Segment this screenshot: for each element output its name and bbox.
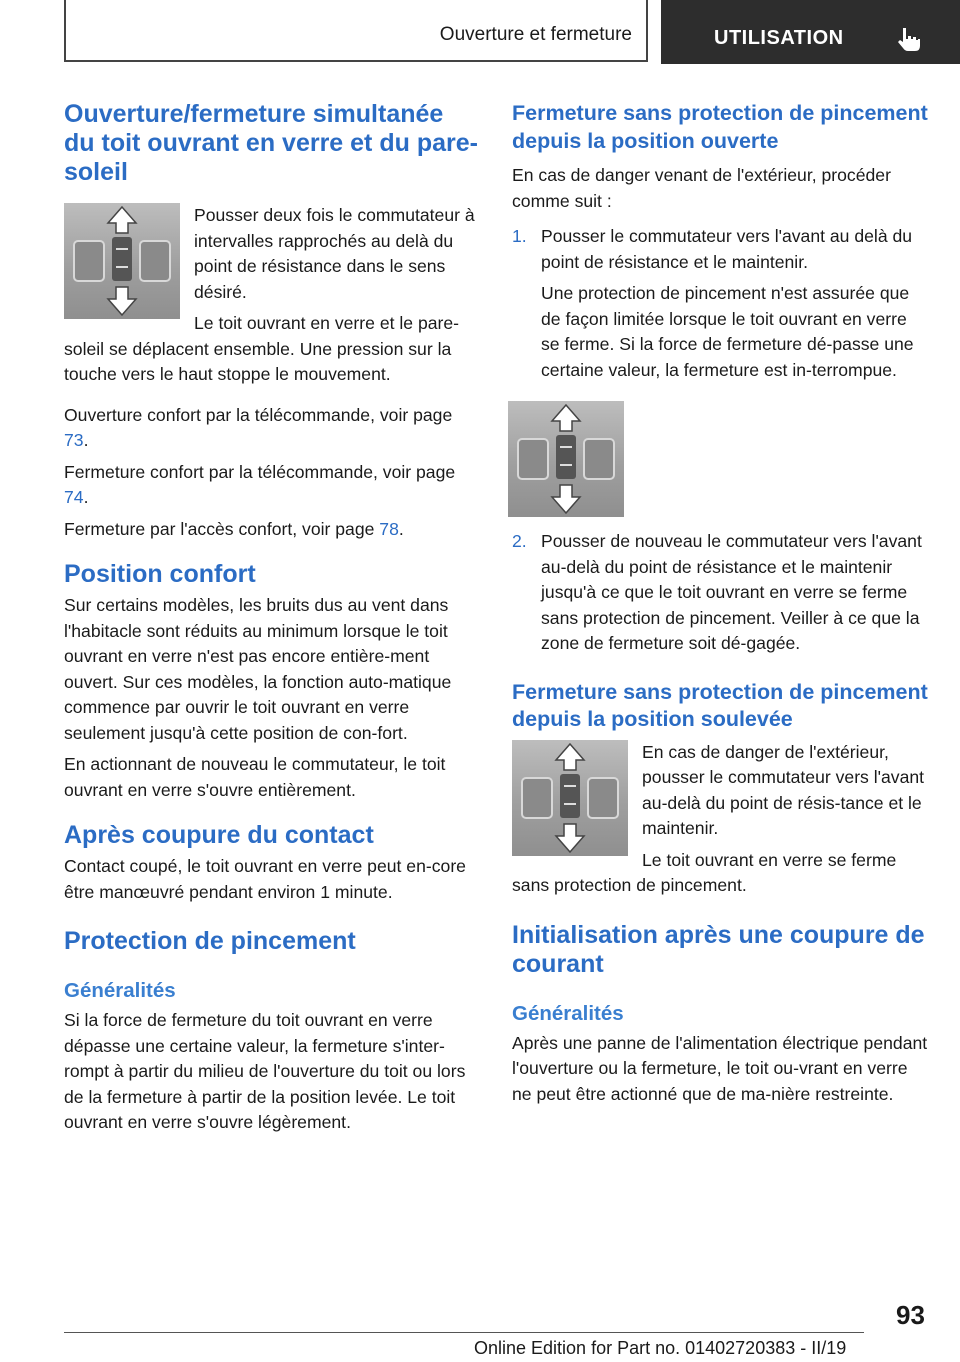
list-number: 2. <box>512 531 527 551</box>
remote-close-para <box>64 460 480 511</box>
heading-general-left: Généralités <box>64 979 176 1002</box>
roof-switch-image <box>64 203 180 319</box>
step-1-extra: Une protection de pincement n'est assurée que de façon limitée lorsque le toit ouvrant en verre se ferme. Si la force de fermeture dé-passe une certaine valeur, la fermeture est in-terrompue. <box>541 283 914 380</box>
roof-switch-image <box>508 401 624 517</box>
simultaneous-para-1: Pousser deux fois le commutateur à intervalles rapprochés au delà du point de résistance dans le sens désiré. <box>194 205 475 302</box>
step-2-text: Pousser de nouveau le commutateur vers l'avant au-delà du point de résistance et le maintenir jusqu'à ce que le toit ouvrant en verre se ferme sans protection de pincement. Veiller à ce que la zone de fermeture soit dé-gagée. <box>541 531 922 653</box>
access-para <box>64 517 480 543</box>
simultaneous-para-2: Le toit ouvrant en verre et le pare-soleil se déplacent ensemble. Une pression sur la touche vers le haut stoppe le mouvement. <box>64 313 460 384</box>
init-para: Après une panne de l'alimentation électrique pendant l'ouverture ou la fermeture, le toit ou-vrant en verre ne peut être actionné que de ma-nière restreinte. <box>512 1032 928 1104</box>
hand-pointer-icon <box>894 24 924 54</box>
list-item-2 <box>512 529 928 657</box>
heading-comfort: Position confort <box>64 560 256 588</box>
raised-para-2: Le toit ouvrant en verre se ferme sans protection de pincement. <box>512 849 897 895</box>
section-tab <box>64 0 648 62</box>
remote-close-text: Fermeture confort par la télécommande, voir page <box>64 461 456 482</box>
simultaneous-block <box>64 203 480 388</box>
comfort-para-1: Sur certains modèles, les bruits dus au vent dans l'habitacle sont réduits au minimum lorsque le toit ouvrant en verre n'est pas encore entière-ment ouvert. Sur ces modèles, la fonction auto-matique commence par ouvrir le toit ouvrant en verre seulement jusqu'à cette position de con-fort. <box>64 595 452 743</box>
heading-raised-position: Fermeture sans protection de pincement depuis la position soulevée <box>512 679 928 731</box>
list-item-1 <box>512 224 928 383</box>
chapter-title: UTILISATION <box>714 27 844 49</box>
period: . <box>83 487 89 507</box>
page-number: 93 <box>896 1300 925 1330</box>
roof-switch-illustration <box>64 203 180 319</box>
period: . <box>83 430 89 450</box>
page-link-73[interactable]: 73 <box>64 430 84 450</box>
footer-divider <box>64 1332 864 1333</box>
roof-switch-illustration <box>512 740 628 856</box>
step-1-text: Pousser le commutateur vers l'avant au delà du point de résistance et le maintenir. <box>541 226 913 272</box>
page-header <box>64 0 960 66</box>
comfort-para-2: En actionnant de nouveau le commutateur, le toit ouvrant en verre s'ouvre entièrement. <box>64 754 446 800</box>
page-link-78[interactable]: 78 <box>379 518 399 539</box>
right-column <box>512 100 928 1107</box>
heading-open-position: Fermeture sans protection de pincement depuis la position ouverte <box>512 101 928 153</box>
roof-switch-illustration <box>508 401 624 517</box>
heading-init: Initialisation après une coupure de courant <box>512 920 925 978</box>
section-title: Ouverture et fermeture <box>439 24 632 45</box>
footer-edition: Online Edition for Part no. 01402720383 - II/19 <box>474 1338 847 1358</box>
period: . <box>398 518 404 539</box>
access-text: Fermeture par l'accès confort, voir page <box>64 518 380 539</box>
list-number: 1. <box>512 226 527 246</box>
heading-pinch: Protection de pincement <box>64 927 356 955</box>
raised-block <box>512 740 928 899</box>
raised-para-1: En cas de danger de l'extérieur, pousser le commutateur vers l'avant au-delà du point de résis-tance et le maintenir. <box>642 741 925 838</box>
heading-after-off: Après coupure du contact <box>64 821 374 849</box>
heading-simultaneous: Ouverture/fermeture simultanée du toit ouvrant en verre et du pare-soleil <box>64 100 478 186</box>
remote-open-para <box>64 403 480 454</box>
chapter-tab <box>661 0 960 64</box>
remote-open-text: Ouverture confort par la télécommande, voir page <box>64 404 453 425</box>
roof-switch-image <box>512 740 628 856</box>
page-link-74[interactable]: 74 <box>64 487 84 507</box>
heading-general-right: Généralités <box>512 1001 624 1025</box>
after-off-para: Contact coupé, le toit ouvrant en verre peut en-core être manœuvré pendant environ 1 minute. <box>64 856 466 902</box>
general-para-left: Si la force de fermeture du toit ouvrant en verre dépasse une certaine valeur, la fermeture s'inter-rompt à partir du milieu de l'ouverture du toit ou lors de la fermeture à partir de la position levée. Le toit ouvrant en verre s'ouvre légèrement. <box>64 1010 466 1132</box>
left-column <box>64 100 480 1136</box>
open-intro-para: En cas de danger venant de l'extérieur, procéder comme suit : <box>512 165 891 211</box>
